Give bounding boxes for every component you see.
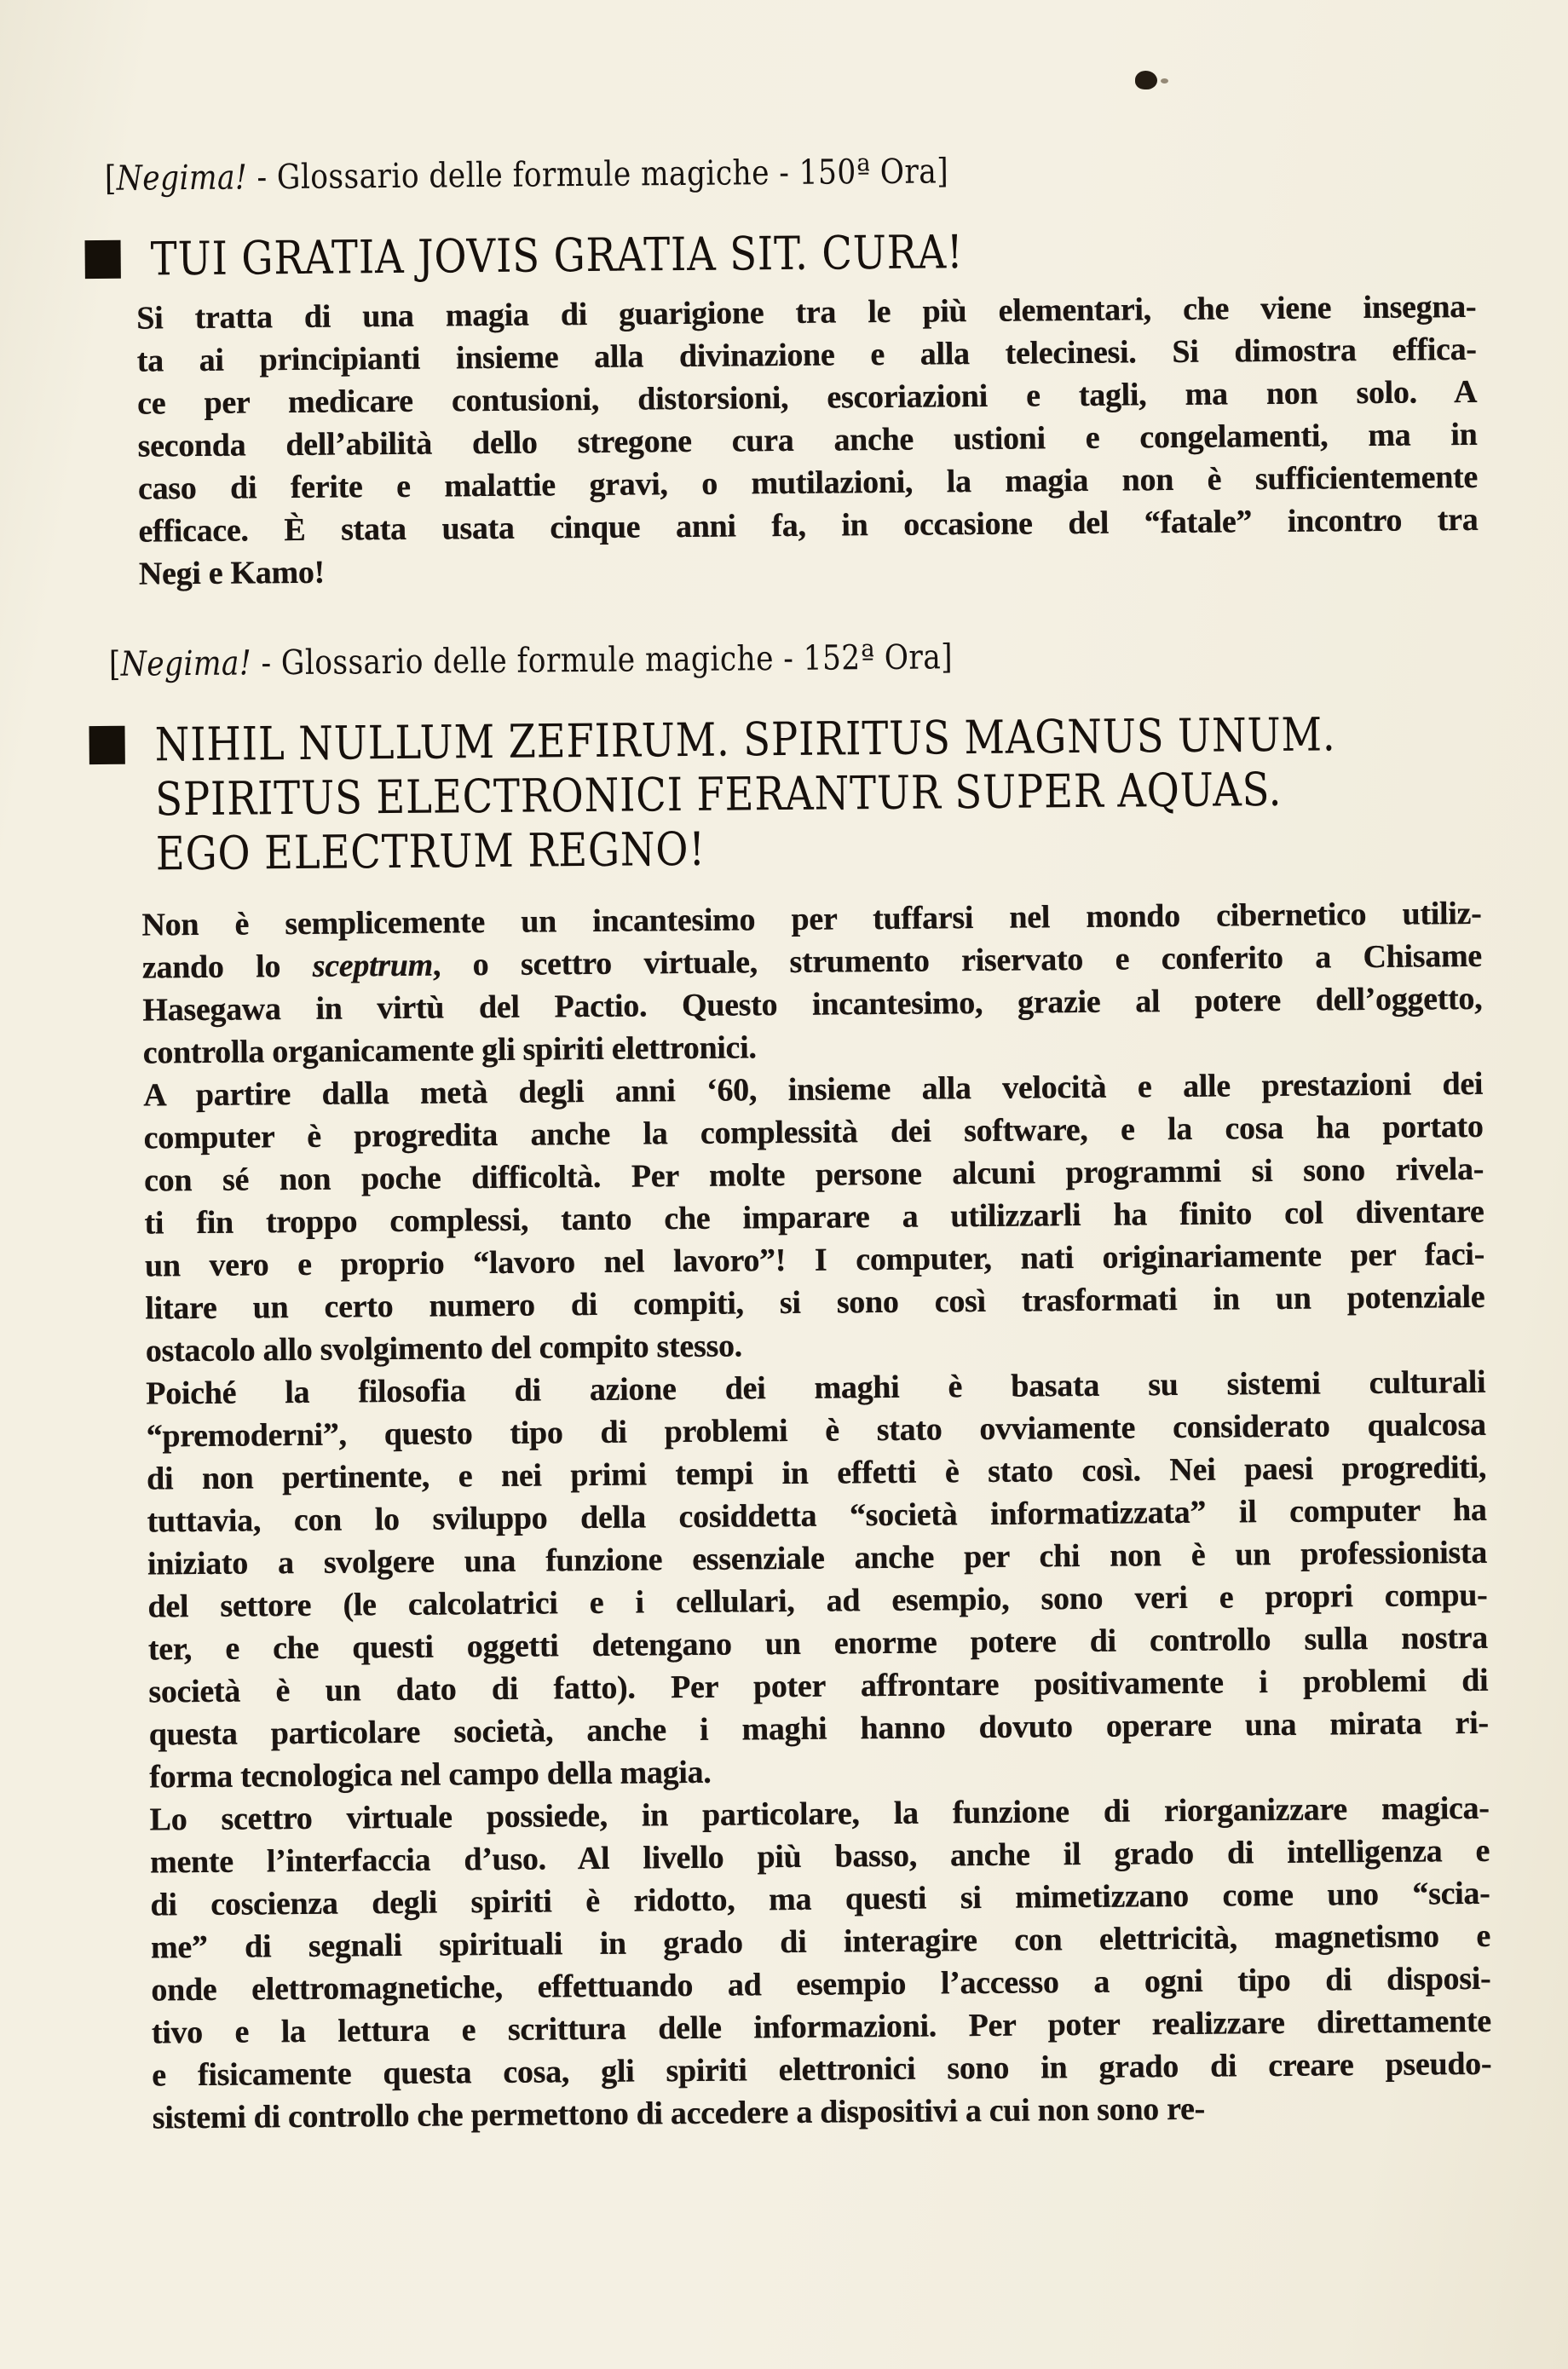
text-line: mente l’interfaccia d’uso. Al livello più basso, anche il grado di intelligenza e <box>149 1832 1490 1881</box>
text-line: del settore (le calcolatrici e i cellulari, ad esempio, sono veri e propri compu- <box>147 1576 1488 1625</box>
text-line: forma tecnologica nel campo della magia. <box>149 1754 712 1795</box>
text-line: con sé non poche difficoltà. Per molte persone alcuni programmi si sono rivela- <box>143 1150 1484 1199</box>
text-line: A partire dalla metà degli anni ‘60, insieme alla velocità e alle prestazioni dei <box>143 1065 1484 1114</box>
text-line: tuttavia, con lo sviluppo della cosiddetta “società informatizzata” il computer ha <box>147 1491 1487 1540</box>
text-line: società è un dato di fatto). Per poter affrontare positivamente i problemi di <box>148 1662 1489 1710</box>
paragraph <box>141 892 1483 1075</box>
text-line: computer è progredita anche la complessità dei software, e la cosa ha portato <box>143 1108 1484 1156</box>
running-header <box>109 633 1288 686</box>
text-line: Si tratta di una magia di guarigione tra le più elementari, che viene insegna- <box>136 288 1477 337</box>
bullet-square <box>89 726 124 764</box>
text-line: Poiché la filosofia di azione dei maghi è basata su sistemi culturali <box>146 1363 1486 1412</box>
text-line: seconda dell’abilità dello stregone cura anche ustioni e congelamenti, ma in <box>137 416 1478 464</box>
running-header <box>105 147 1283 200</box>
text-line: ter, e che questi oggetti detengano un enorme potere di controllo sulla nostra <box>147 1619 1489 1668</box>
header-text: - Glossario delle formule magiche - 152ª Ora] <box>251 637 954 683</box>
series-title: Negima! <box>116 158 248 199</box>
paragraph <box>136 285 1479 596</box>
paragraph <box>143 1063 1485 1373</box>
entry-title-line: EGO ELECTRUM REGNO! <box>155 821 706 881</box>
text-line: di non pertinente, e nei primi tempi in effetti è stato così. Nei paesi progrediti, <box>147 1449 1487 1497</box>
text-line: “premoderni”, questo tipo di problemi è stato ovviamente considerato qualcosa <box>146 1406 1486 1455</box>
text-line: zando lo sceptrum, o scettro virtuale, strumento riservato e conferito a Chisame <box>141 937 1483 986</box>
bullet-square <box>85 240 121 279</box>
text-line: onde elettromagnetiche, effettuando ad esempio l’accesso a ogni tipo di disposi- <box>151 1960 1491 2009</box>
text-line: efficace. È stata usata cinque anni fa, in occasione del “fatale” incontro tra <box>138 501 1479 550</box>
entry-title-line: TUI GRATIA JOVIS GRATIA SIT. CURA! <box>150 225 964 286</box>
glossary-entry <box>89 706 1481 882</box>
page-content <box>76 0 1492 2140</box>
text-line: iniziato a svolgere una funzione essenziale anche per chi non è un professionista <box>147 1534 1488 1582</box>
text-line: me” di segnali spirituali in grado di interagire con elettricità, magnetismo e <box>150 1917 1491 1966</box>
paragraph <box>146 1361 1489 1799</box>
series-title: Negima! <box>120 643 252 684</box>
entry-body <box>136 285 1479 596</box>
text-line: sistemi di controllo che permettono di accedere a dispositivi a cui non sono re- <box>152 2090 1206 2136</box>
text-line: controlla organicamente gli spiriti elettronici. <box>142 1029 757 1071</box>
text-line: Hasegawa in virtù del Pactio. Questo incantesimo, grazie al potere dell’oggetto, <box>142 980 1483 1029</box>
glossary-entry <box>84 221 1475 287</box>
text-line: ce per medicare contusioni, distorsioni, escoriazioni e tagli, ma non solo. A <box>136 373 1478 422</box>
text-line: Negi e Kamo! <box>138 554 326 592</box>
text-line: e fisicamente questa cosa, gli spiriti elettronici sono in grado di creare pseudo- <box>152 2045 1492 2094</box>
header-text: - Glossario delle formule magiche - 150ª Ora] <box>246 152 949 198</box>
paragraph <box>149 1787 1491 2140</box>
entry-title <box>154 707 1336 881</box>
text-line: tivo e la lettura e scrittura delle informazioni. Per poter realizzare direttamente <box>151 2003 1491 2051</box>
bracket-open: [ <box>108 644 121 684</box>
text-line: ti fin troppo complessi, tanto che imparare a utilizzarli ha finito col diventare <box>144 1193 1484 1242</box>
bracket-open: [ <box>104 159 117 199</box>
text-line: Non è semplicemente un incantesimo per tuffarsi nel mondo cibernetico utiliz- <box>141 895 1482 943</box>
entry-body <box>141 892 1492 2140</box>
entry-title <box>150 225 963 286</box>
text-line: questa particolare società, anche i maghi hanno dovuto operare una mirata ri- <box>148 1704 1489 1753</box>
text-line: ta ai principianti insieme alla divinazione e alla telecinesi. Si dimostra effica- <box>136 331 1477 379</box>
entry-title-line: SPIRITUS ELECTRONICI FERANTUR SUPER AQUAS. <box>154 762 1283 827</box>
text-line: caso di ferite e malattie gravi, o mutilazioni, la magia non è sufficientemente <box>137 458 1479 507</box>
entry-title-line: NIHIL NULLUM ZEFIRUM. SPIRITUS MAGNUS UNUM. <box>154 707 1336 772</box>
text-line: litare un certo numero di compiti, si sono così trasformati in un potenziale <box>145 1278 1485 1327</box>
text-line: ostacolo allo svolgimento del compito stesso. <box>145 1328 743 1369</box>
text-line: Lo scettro virtuale possiede, in particolare, la funzione di riorganizzare magica- <box>149 1790 1490 1838</box>
text-line: di coscienza degli spiriti è ridotto, ma questi si mimetizzano come uno “scia- <box>150 1875 1490 1923</box>
text-line: un vero e proprio “lavoro nel lavoro”! I computer, nati originariamente per faci- <box>144 1236 1485 1284</box>
